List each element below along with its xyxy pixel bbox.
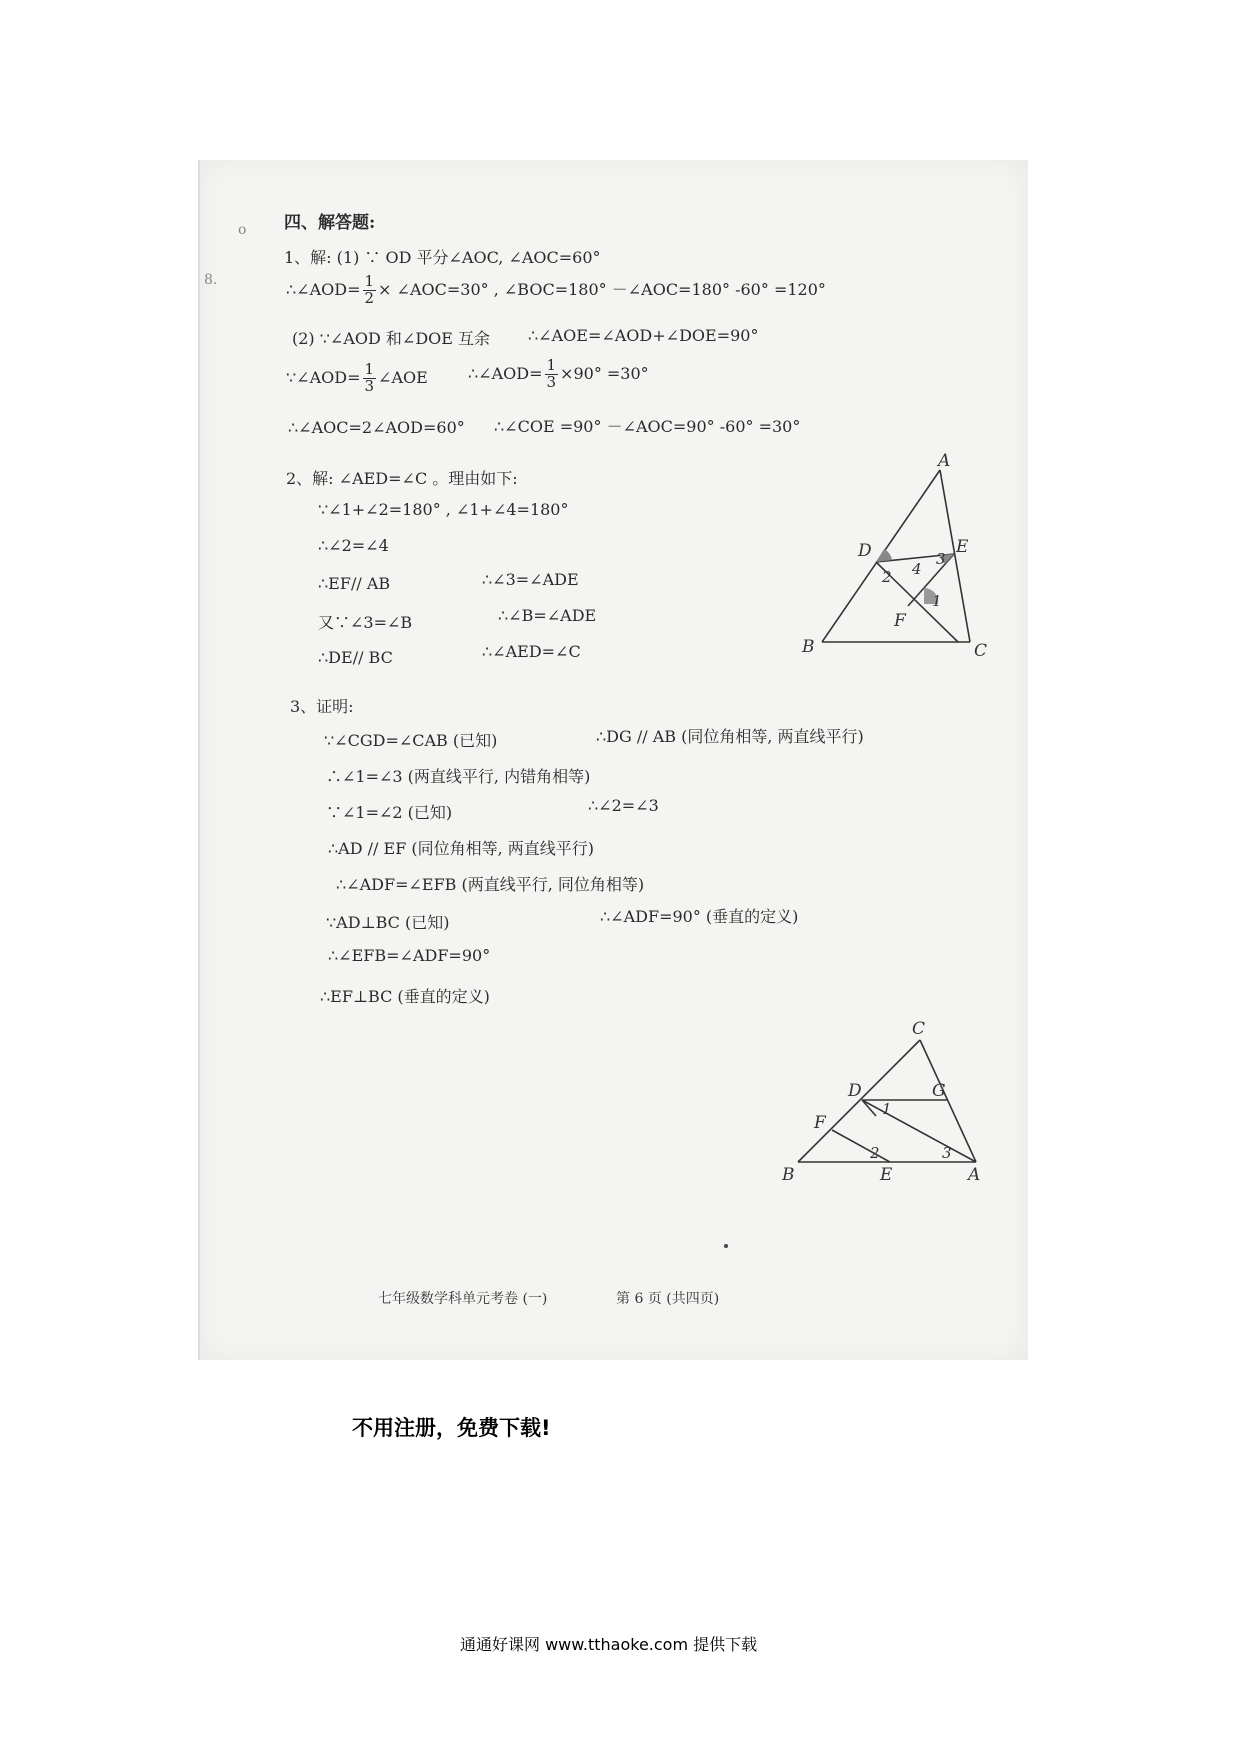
angle-label-3: 3 [936,550,946,568]
segment-FE [832,1130,890,1162]
p1-line2-post: × ∠AOC=30° , ∠BOC=180° －∠AOC=180° -60° =120° [378,279,826,299]
p1-line4b-post: ×90° =30° [560,363,649,383]
fraction-numerator: 1 [364,272,375,290]
angle-mark [876,549,892,562]
fraction [363,362,377,395]
angle-label-2: 2 [882,568,892,586]
vertex-label-B: B [782,1165,795,1185]
footer-exam-title: 七年级数学科单元考卷 (一) [378,1291,548,1307]
p2-step4a: 又∵∠3=∠B [318,613,413,632]
vertex-label-C: C [974,641,988,661]
p1-line3b: ∴∠AOE=∠AOD+∠DOE=90° [528,326,759,345]
triangle-figure-2 [780,1016,1000,1186]
p2-step5b: ∴∠AED=∠C [482,642,581,661]
fraction-denominator: 2 [364,288,375,307]
p2-step2: ∴∠2=∠4 [318,536,389,555]
p2-step1: ∵∠1+∠2=180° , ∠1+∠4=180° [318,500,569,519]
p1-line5b: ∴∠COE =90° －∠AOC=90° -60° =30° [494,417,801,436]
vertex-label-A: A [938,451,951,471]
p3-row1a: ∵∠CGD=∠CAB (已知) [324,731,498,750]
p2-step3b: ∴∠3=∠ADE [482,570,579,589]
vertex-label-D: D [848,1081,862,1101]
vertex-label-D: D [858,541,872,561]
p1-line1: 1、解: (1) ∵ OD 平分∠AOC, ∠AOC=60° [284,248,601,267]
segment-BC [798,1040,920,1162]
vertex-label-A: A [968,1165,981,1185]
fraction [363,274,377,307]
margin-mark: o [238,222,247,238]
site-credit: 通通好课网 www.tthaoke.com 提供下载 [460,1635,758,1654]
angle-label-4: 4 [912,560,922,578]
p3-row4: ∴AD // EF (同位角相等, 两直线平行) [328,839,595,858]
p3-row3b: ∴∠2=∠3 [588,796,659,815]
angle-label-3: 3 [942,1144,952,1162]
p3-row3a: ∵∠1=∠2 (已知) [326,803,453,822]
fraction-denominator: 3 [364,376,375,395]
p1-line2-pre: ∴∠AOD= [286,279,361,299]
fraction-numerator: 1 [546,356,557,374]
vertex-label-G: G [932,1081,946,1101]
segment-tick [862,1100,876,1116]
section-title: 四、解答题: [284,213,376,233]
p1-line4a-pre: ∵∠AOD= [286,367,361,387]
p2-head: 2、解: ∠AED=∠C 。理由如下: [286,469,518,488]
p1-line2 [286,274,826,307]
fraction-numerator: 1 [364,360,375,378]
p3-row2: ∴∠1=∠3 (两直线平行, 内错角相等) [326,767,591,786]
vertex-label-F: F [894,611,906,631]
angle-label-1: 1 [932,592,942,610]
angle-label-2: 2 [870,1144,880,1162]
p1-line4b [468,358,649,391]
p3-row5: ∴∠ADF=∠EFB (两直线平行, 同位角相等) [336,875,645,894]
vertex-label-E: E [956,537,969,557]
margin-mark: 8. [204,272,218,288]
fraction-denominator: 3 [546,372,557,391]
triangle-figure-1 [790,448,990,668]
p1-line5a: ∴∠AOC=2∠AOD=60° [288,418,465,437]
vertex-label-C: C [912,1019,926,1039]
footer-page-number: 第 6 页 (共四页) [616,1291,720,1307]
p1-line4a-post: ∠AOE [378,367,428,387]
p2-step3a: ∴EF// AB [318,574,391,593]
p3-row1b: ∴DG // AB (同位角相等, 两直线平行) [596,727,864,746]
angle-label-1: 1 [882,1100,892,1118]
scan-speck [724,1244,728,1248]
vertex-label-B: B [802,637,815,657]
p2-step4b: ∴∠B=∠ADE [498,606,597,625]
vertex-label-E: E [880,1165,893,1185]
p2-step5a: ∴DE// BC [318,648,393,667]
p3-row8: ∴EF⊥BC (垂直的定义) [320,987,490,1006]
p3-head: 3、证明: [290,697,354,716]
vertex-label-F: F [814,1113,826,1133]
p3-row6b: ∴∠ADF=90° (垂直的定义) [600,907,799,926]
p3-row7: ∴∠EFB=∠ADF=90° [328,946,491,965]
p3-row6a: ∵AD⊥BC (已知) [326,913,450,932]
p1-line4a [286,362,428,395]
download-banner: 不用注册，免费下载! [352,1416,551,1440]
p1-line4b-pre: ∴∠AOD= [468,363,543,383]
p1-line3a: (2) ∵∠AOD 和∠DOE 互余 [292,329,491,348]
fraction [545,358,559,391]
